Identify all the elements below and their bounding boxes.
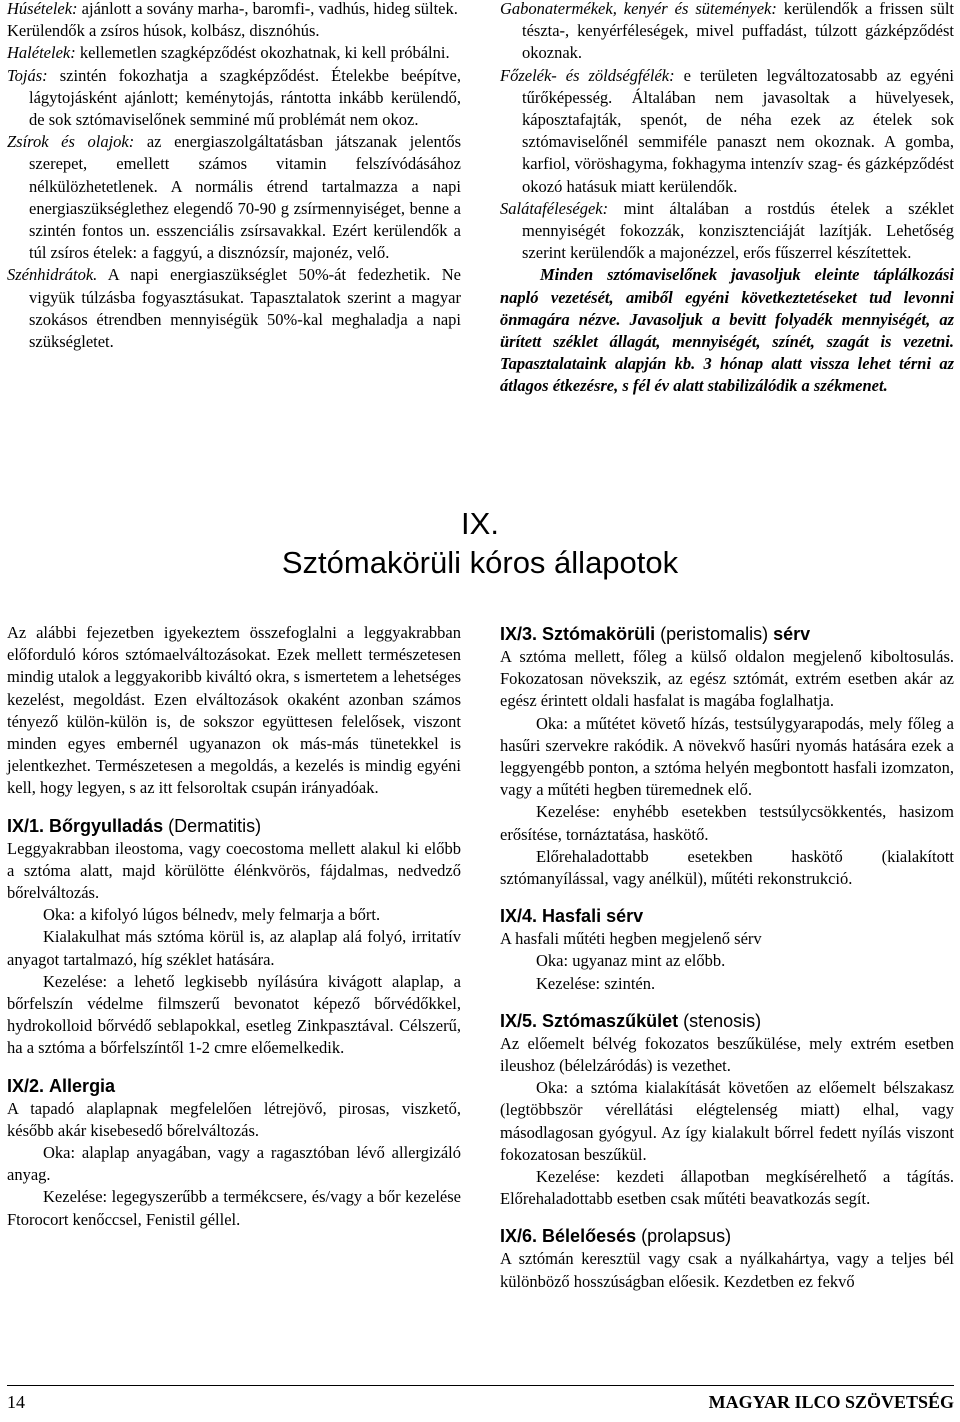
diet-item-salads bbox=[500, 198, 954, 265]
diet-item-egg bbox=[7, 65, 461, 132]
diet-item-label: Húsételek: bbox=[7, 0, 78, 18]
diet-column-left bbox=[7, 0, 461, 353]
diet-item-carbs bbox=[7, 264, 461, 353]
diet-item-label: Halételek: bbox=[7, 43, 76, 63]
diet-item-label: Szénhidrátok. bbox=[7, 265, 98, 285]
section-heading-peristomal-hernia: IX/3. Sztómakörüli (peristomalis) sérv bbox=[500, 624, 811, 644]
section-paragraph: Kezelése: kezdeti állapotban megkísérelhető a tágítás. Előrehaladottabb esetben csak műtéti beavatkozás segít. bbox=[500, 1167, 954, 1209]
section-paragraph: Előrehaladottabb esetekben haskötő (kialakított sztómanyílással, vagy anélkül), műtéti rekonstrukció. bbox=[500, 846, 954, 889]
section-heading-prolapse: IX/6. Bélelőesés (prolapsus) bbox=[500, 1226, 732, 1247]
section-paragraph: Leggyakrabban ileostoma, vagy coecostoma mellett alakul ki előbb a sztóma alatt, majd körülötte élénkvörös, fájdalmas, nedvedző bőrelváltozás. bbox=[7, 838, 461, 903]
diet-item-label: Zsírok és olajok: bbox=[7, 132, 135, 152]
diet-item-label: Tojás: bbox=[7, 65, 48, 85]
chapter-number: IX. bbox=[461, 506, 499, 541]
section-paragraph: Kezelése: legegyszerűbb a termékcsere, és/vagy a bőr kezelése Ftorocort kenőccsel, Fenistil géllel. bbox=[7, 1187, 461, 1229]
diet-item-text: A napi energiaszükséglet 50%-át fedezhetik. Ne vigyük túlzásba fogyasztásukat. Tapasztalatok szerint a magyar szokásos étrendben mennyiségük 50%-kal meghaladja a napi szükségletet. bbox=[29, 265, 461, 352]
chapter-intro: Az alábbi fejezetben igyekeztem összefoglalni a leggyakrabban előforduló kóros sztómaelváltozásokat. Ezek mellett természetesen mindig utalok a leggyakoribb kiváltó okra, s ismertetem a lehetséges kezelést, megoldást. Ezen elváltozások okaként azonban számos tényező külön-külön is, de sokszor együttesen felelősek, viszont minden egyes embernél ugyanazon ok más-más tünetekkel is jelentkezhet. Természetesen a megoldás, a kezelés is mindig egyéni kell, hogy legyen, s az itt felsoroltak csupán irányadóak. bbox=[7, 623, 461, 798]
diet-column-right bbox=[500, 0, 954, 398]
footer-rule bbox=[7, 1385, 954, 1386]
diet-item-text: az energiaszolgáltatásban játszanak jelentős szerepet, emellett számos vitamin felszívódásához nélkülözhetetlenek. A normális étrend tartalmazza a napi energiaszükséglethez elegendő 70-90 g zsírmennyiséget, benne a szintén fontos un. esszenciális zsírsavakkal. Ezért kerülendők a túl zsíros ételek: a faggyú, a disznózsír, majonéz, velő. bbox=[29, 132, 461, 263]
section-paragraph: A hasfali műtéti hegben megjelenő sérv bbox=[500, 929, 762, 949]
diet-item-text: e területen legváltozatosabb az egyéni tűrőképesség. Általában nem javasoltak a hüvelyesek, káposztafajták, spenót, de néha ezek az ételek sok sztómaviselőnél semmiféle panaszt nem okoznak. A gomba, karfiol, vöröshagyma, fokhagyma intenzív szag- és gázképződést okozó hatásuk miatt kerülendők. bbox=[522, 65, 955, 196]
section-heading-abdominal-hernia: IX/4. Hasfali sérv bbox=[500, 906, 644, 927]
section-paragraph: Oka: alaplap anyagában, vagy a ragasztóban lévő allergizáló anyag. bbox=[7, 1143, 461, 1185]
section-paragraph: A sztómán keresztül vagy csak a nyálkahártya, vagy a teljes bél különböző hosszúságban előesik. Kezdetben ez fekvő bbox=[500, 1249, 954, 1291]
diet-item-fats bbox=[7, 131, 461, 264]
chapter-column-left bbox=[7, 622, 461, 1231]
section-paragraph: Oka: a sztóma kialakítását követően az előemelt bélszakasz (legtöbbször vérellátási elégtelenség miatt) elhal, vagy másodlagosan gyógyul. Az így kialakult bőrrel fedett nyílás viszont fokozatosan beszűkül. bbox=[500, 1078, 954, 1164]
diet-item-vegetables bbox=[500, 65, 954, 198]
diet-item-text: ajánlott a sovány marha-, baromfi-, vadhús, hideg sültek. bbox=[77, 0, 458, 18]
publisher-name: MAGYAR ILCO SZÖVETSÉG bbox=[708, 1392, 954, 1412]
diet-item-avoid bbox=[7, 20, 461, 42]
diet-item-meat bbox=[7, 0, 461, 20]
section-paragraph: Kezelése: szintén. bbox=[536, 973, 656, 993]
section-paragraph: A tapadó alaplapnak megfelelően létrejövő, pirosas, viszkető, később akár kisebesedő bőrelváltozás. bbox=[7, 1098, 461, 1140]
diet-item-grains bbox=[500, 0, 954, 65]
diet-item-text: szintén fokozhatja a szagképződést. Ételekbe beépítve, lágytojásként ajánlott; keménytojás, rántotta inkább kerülendő, de sok sztómaviselőnek semminé mű problémát nem okoz. bbox=[29, 65, 461, 130]
section-paragraph: Oka: ugyanaz mint az előbb. bbox=[536, 951, 726, 971]
section-paragraph: Oka: a műtétet követő hízás, testsúlygyarapodás, mely főleg a hasűri szervekre rakódik. A növekvő hasűri nyomás hatására ezek a leggyengébb ponton, a sztóma helyén megbontott hasfali izomzaton, vagy a műtéti hegben türemednek elő. bbox=[500, 713, 954, 800]
diet-recommendation: Minden sztómaviselőnek javasoljuk eleinte táplálkozási napló vezetését, amiből egyéni következtetéseket tud levonni önmagára nézve. Javasoljuk a bevitt folyadék mennyiségét, az ürített széklet állagát, mennyiségét, színét, szagát is vezetni. Tapasztalataink alapján kb. 3 hónap alatt vissza lehet térni az átlagos étkezésre, s fél év alatt stabilizálódik a székmenet. bbox=[500, 265, 954, 396]
chapter-column-right bbox=[500, 622, 954, 1293]
section-paragraph: Kialakulhat más sztóma körül is, az alaplap alá folyó, irritatív anyagot tartalmazó, híg széklet hatására. bbox=[7, 927, 461, 969]
section-paragraph: Kezelése: enyhébb esetekben testsúlycsökkentés, hasizom erősítése, tornáztatása, haskötő. bbox=[500, 802, 954, 844]
page-number: 14 bbox=[7, 1392, 25, 1412]
diet-item-text: kellemetlen szagképződést okozhatnak, ki kell próbálni. bbox=[75, 43, 450, 63]
section-paragraph: Az előemelt bélvég fokozatos beszűkülése, mely extrém esetben ileushoz (bélelzáródás) is vezethet. bbox=[500, 1033, 954, 1076]
section-paragraph: A sztóma mellett, főleg a külső oldalon megjelenő kiboltosulás. Fokozatosan növekszik, az egész sztómát, extrém esetben akár az egész érintett oldali hasfalat is magába foglalhatja. bbox=[500, 647, 954, 711]
section-paragraph: Oka: a kifolyó lúgos bélnedv, mely felmarja a bőrt. bbox=[43, 905, 381, 925]
diet-item-label: Főzelék- és zöldségfélék: bbox=[500, 65, 675, 85]
diet-item-text: kerülendők a frissen sült tészta-, kenyérféleségek, mivel puffadást, túlzott gázképződést okoznak. bbox=[522, 0, 954, 63]
diet-item-label: Salátaféleségek: bbox=[500, 198, 609, 218]
diet-item-text: mint általában a rostdús ételek a széklet mennyiségét fokozzák, konzisztenciáját lazítják. Lehetőség szerint kerülendők a majonézzel, erős fűszerrel készítettek. bbox=[522, 198, 954, 263]
section-heading-stenosis: IX/5. Sztómaszűkület (stenosis) bbox=[500, 1010, 762, 1031]
diet-item-label: Gabonatermékek, kenyér és sütemények: bbox=[500, 0, 777, 18]
section-heading-allergia: IX/2. Allergia bbox=[7, 1075, 116, 1096]
section-paragraph: Kezelése: a lehető legkisebb nyílásúra kivágott alaplap, a bőrfelszín védelme filmszerű bevonatot képező bőrvédőkkel, hydrokolloid bőrvédő seblapokkal, esetleg Zinkpasztával. Célszerű, ha a sztóma a bőrfelszíntől 1-2 cmre előemelkedik. bbox=[7, 971, 461, 1058]
section-heading-dermatitis: IX/1. Bőrgyulladás (Dermatitis) bbox=[7, 815, 262, 836]
diet-item-fish bbox=[7, 42, 461, 64]
diet-item-text: Kerülendők a zsíros húsok, kolbász, disznóhús. bbox=[7, 21, 320, 41]
chapter-title: Sztómakörüli kóros állapotok bbox=[281, 545, 679, 580]
